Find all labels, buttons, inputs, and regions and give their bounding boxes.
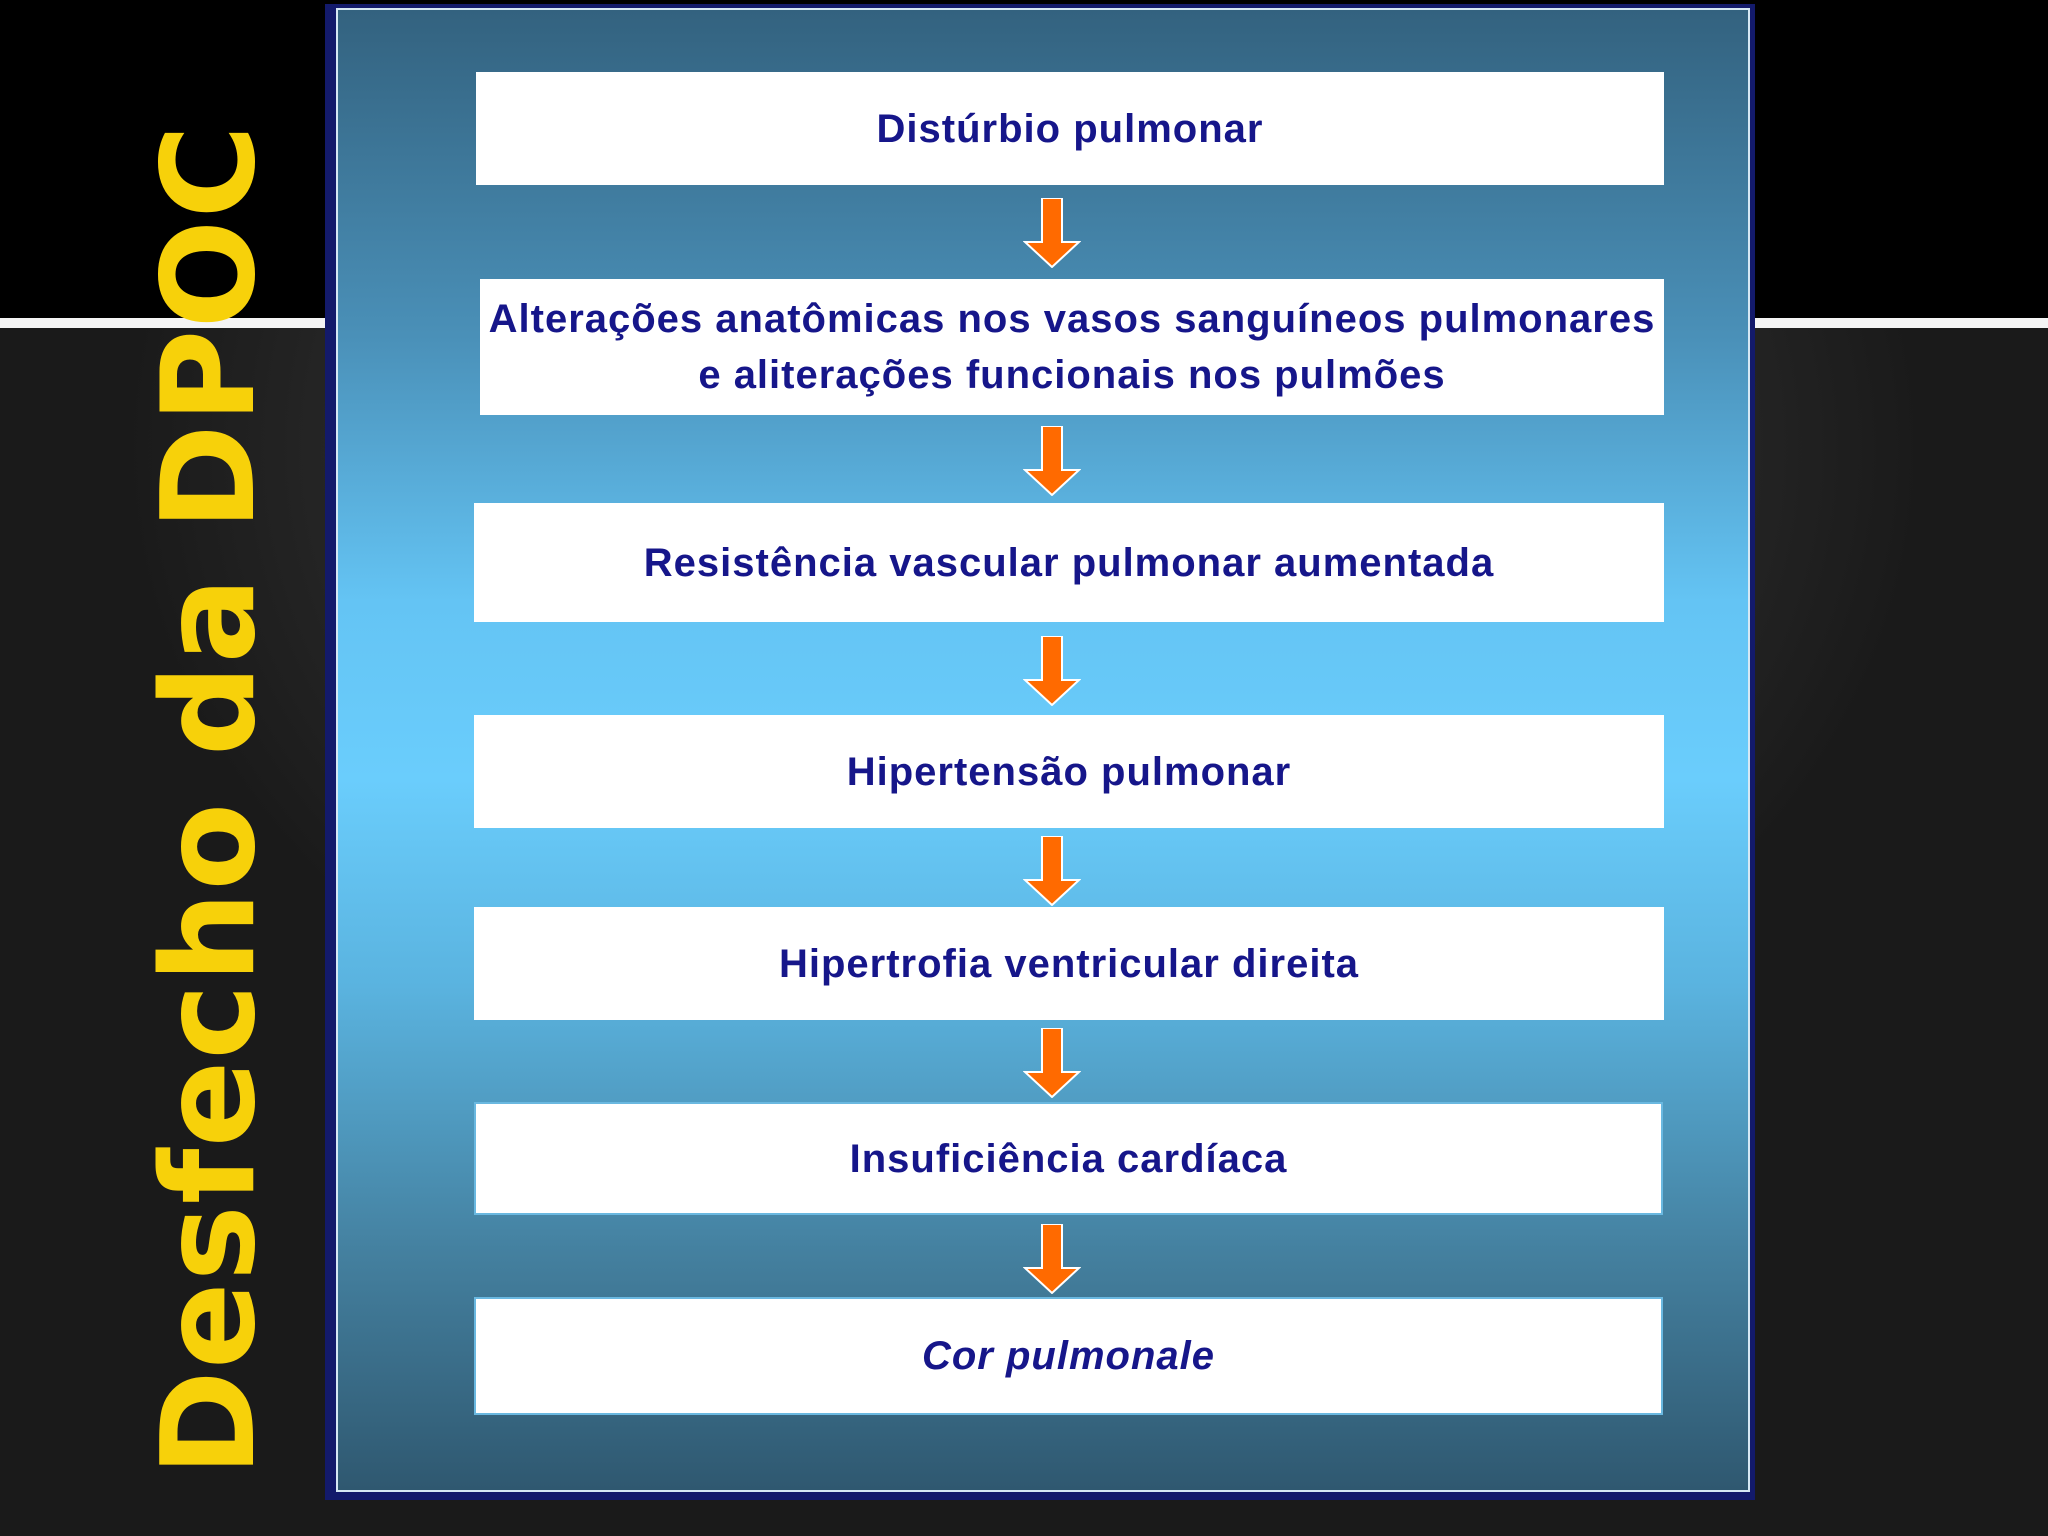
flow-step-1: Distúrbio pulmonar xyxy=(476,72,1664,185)
flow-step-2: Alterações anatômicas nos vasos sanguíneos pulmonares e aliterações funcionais nos pulmões xyxy=(480,279,1664,415)
flow-step-5: Hipertrofia ventricular direita xyxy=(474,907,1664,1020)
flow-arrow-4 xyxy=(1023,836,1081,906)
flow-arrow-2 xyxy=(1023,426,1081,496)
slide-title: Desfecho da DPOC xyxy=(135,123,284,1477)
flow-step-4: Hipertensão pulmonar xyxy=(474,715,1664,828)
flow-step-3: Resistência vascular pulmonar aumentada xyxy=(474,503,1664,622)
flow-arrow-5 xyxy=(1023,1028,1081,1098)
flow-arrow-6 xyxy=(1023,1224,1081,1294)
flow-arrow-1 xyxy=(1023,198,1081,268)
flow-arrow-3 xyxy=(1023,636,1081,706)
flow-step-7: Cor pulmonale xyxy=(474,1297,1663,1415)
flow-step-6: Insuficiência cardíaca xyxy=(474,1102,1663,1215)
